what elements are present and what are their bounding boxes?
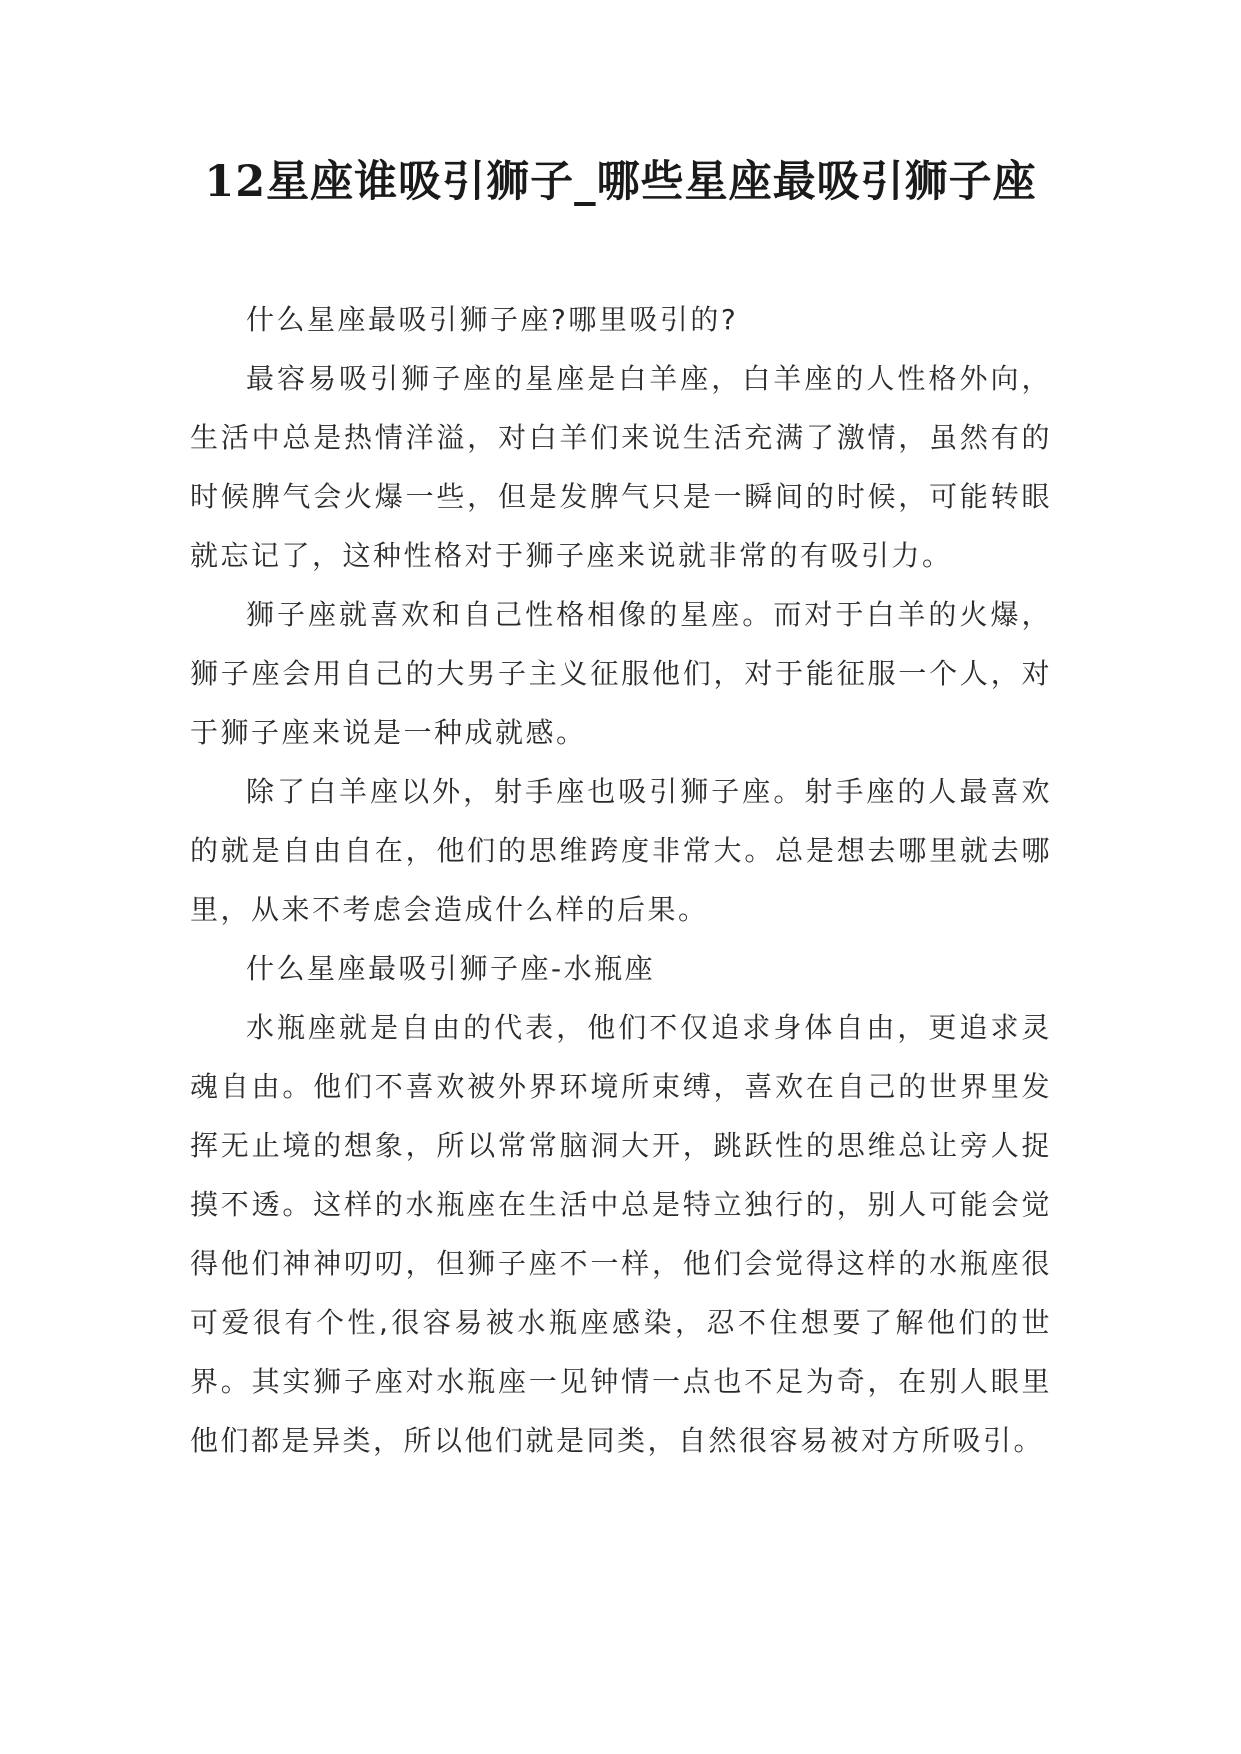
paragraph-aries: 最容易吸引狮子座的星座是白羊座，白羊座的人性格外向，生活中总是热情洋溢，对白羊们来说生活充满了激情，虽然有的时候脾气会火爆一些，但是发脾气只是一瞬间的时候，可能转眼就忘记了，这种性格对于狮子座来说就非常的有吸引力。: [190, 362, 1052, 572]
paragraph-leo-likes: 狮子座就喜欢和自己性格相像的星座。而对于白羊的火爆，狮子座会用自己的大男子主义征服他们，对于能征服一个人，对于狮子座来说是一种成就感。: [190, 598, 1052, 749]
document-body: [190, 290, 1052, 1470]
paragraph-sagittarius: 除了白羊座以外，射手座也吸引狮子座。射手座的人最喜欢的就是自由自在，他们的思维跨度非常大。总是想去哪里就去哪里，从来不考虑会造成什么样的后果。: [190, 775, 1052, 926]
question-heading: 什么星座最吸引狮子座?哪里吸引的?: [246, 303, 739, 336]
aquarius-heading: 什么星座最吸引狮子座-水瓶座: [246, 952, 656, 985]
paragraph-aquarius: 水瓶座就是自由的代表，他们不仅追求身体自由，更追求灵魂自由。他们不喜欢被外界环境所束缚，喜欢在自己的世界里发挥无止境的想象，所以常常脑洞大开，跳跃性的思维总让旁人捉摸不透。这样的水瓶座在生活中总是特立独行的，别人可能会觉得他们神神叨叨，但狮子座不一样，他们会觉得这样的水瓶座很可爱很有个性,很容易被水瓶座感染，忍不住想要了解他们的世界。其实狮子座对水瓶座一见钟情一点也不足为奇，在别人眼里他们都是异类，所以他们就是同类，自然很容易被对方所吸引。: [190, 1011, 1052, 1457]
document-title: 12星座谁吸引狮子_哪些星座最吸引狮子座: [204, 157, 1037, 207]
